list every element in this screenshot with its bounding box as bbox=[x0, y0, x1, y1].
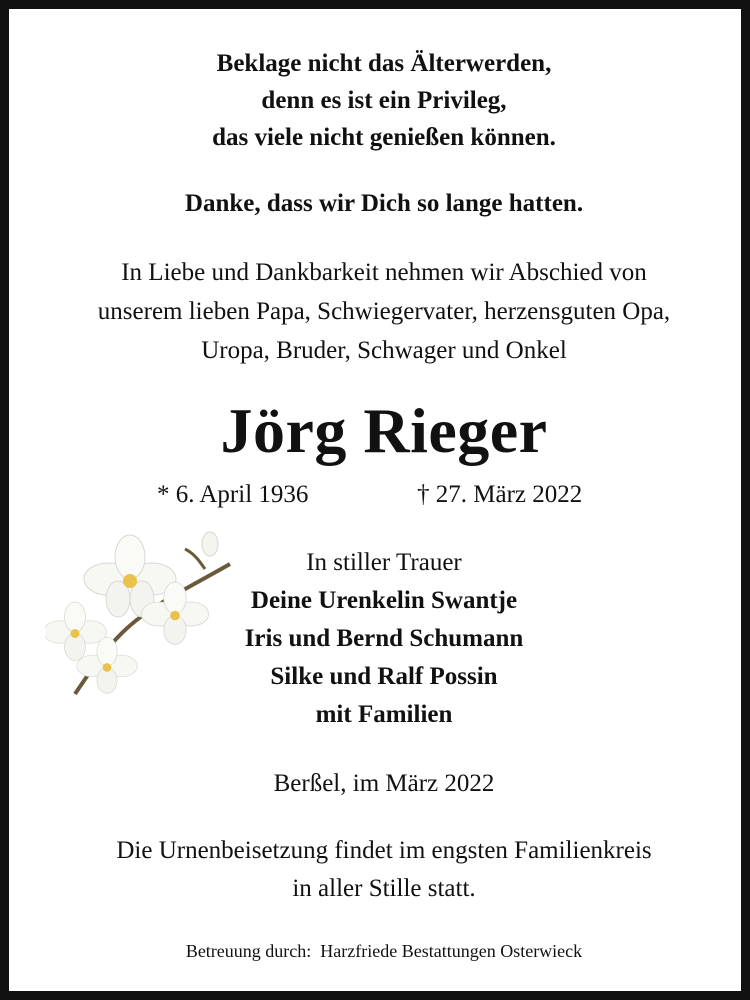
place-and-date: Berßel, im März 2022 bbox=[273, 770, 495, 797]
motto bbox=[9, 45, 750, 156]
thanks-line: Danke, dass wir Dich so lange hatten. bbox=[184, 190, 584, 217]
mourner-name: Iris und Bernd Schumann bbox=[244, 625, 524, 652]
intro-line-3: Uropa, Bruder, Schwager und Onkel bbox=[201, 337, 567, 364]
intro-text bbox=[9, 253, 750, 370]
undertaker-note: Betreuung durch: Harzfriede Bestattungen Osterwieck bbox=[185, 941, 583, 961]
birth-date: * 6. April 1936 bbox=[157, 481, 309, 508]
burial-line-1: Die Urnenbeisetzung findet im engsten Familienkreis bbox=[116, 837, 652, 864]
deceased-name: Jörg Rieger bbox=[220, 395, 548, 466]
intro-line-2: unserem lieben Papa, Schwiegervater, herzensguten Opa, bbox=[97, 298, 671, 325]
intro-line-1: In Liebe und Dankbarkeit nehmen wir Abschied von bbox=[121, 259, 647, 286]
mourner-name: mit Familien bbox=[315, 701, 453, 728]
death-date: † 27. März 2022 bbox=[417, 481, 583, 508]
mourner-name: Silke und Ralf Possin bbox=[270, 663, 498, 690]
mourners-heading: In stiller Trauer bbox=[306, 549, 462, 576]
burial-line-2: in aller Stille statt. bbox=[292, 875, 476, 902]
motto-line-2: denn es ist ein Privileg, bbox=[261, 87, 507, 114]
motto-line-1: Beklage nicht das Älterwerden, bbox=[216, 50, 552, 77]
mourner-name: Deine Urenkelin Swantje bbox=[250, 587, 518, 614]
motto-line-3: das viele nicht genießen können. bbox=[212, 124, 556, 151]
burial-notice bbox=[9, 832, 750, 908]
mourners-block bbox=[9, 544, 750, 734]
